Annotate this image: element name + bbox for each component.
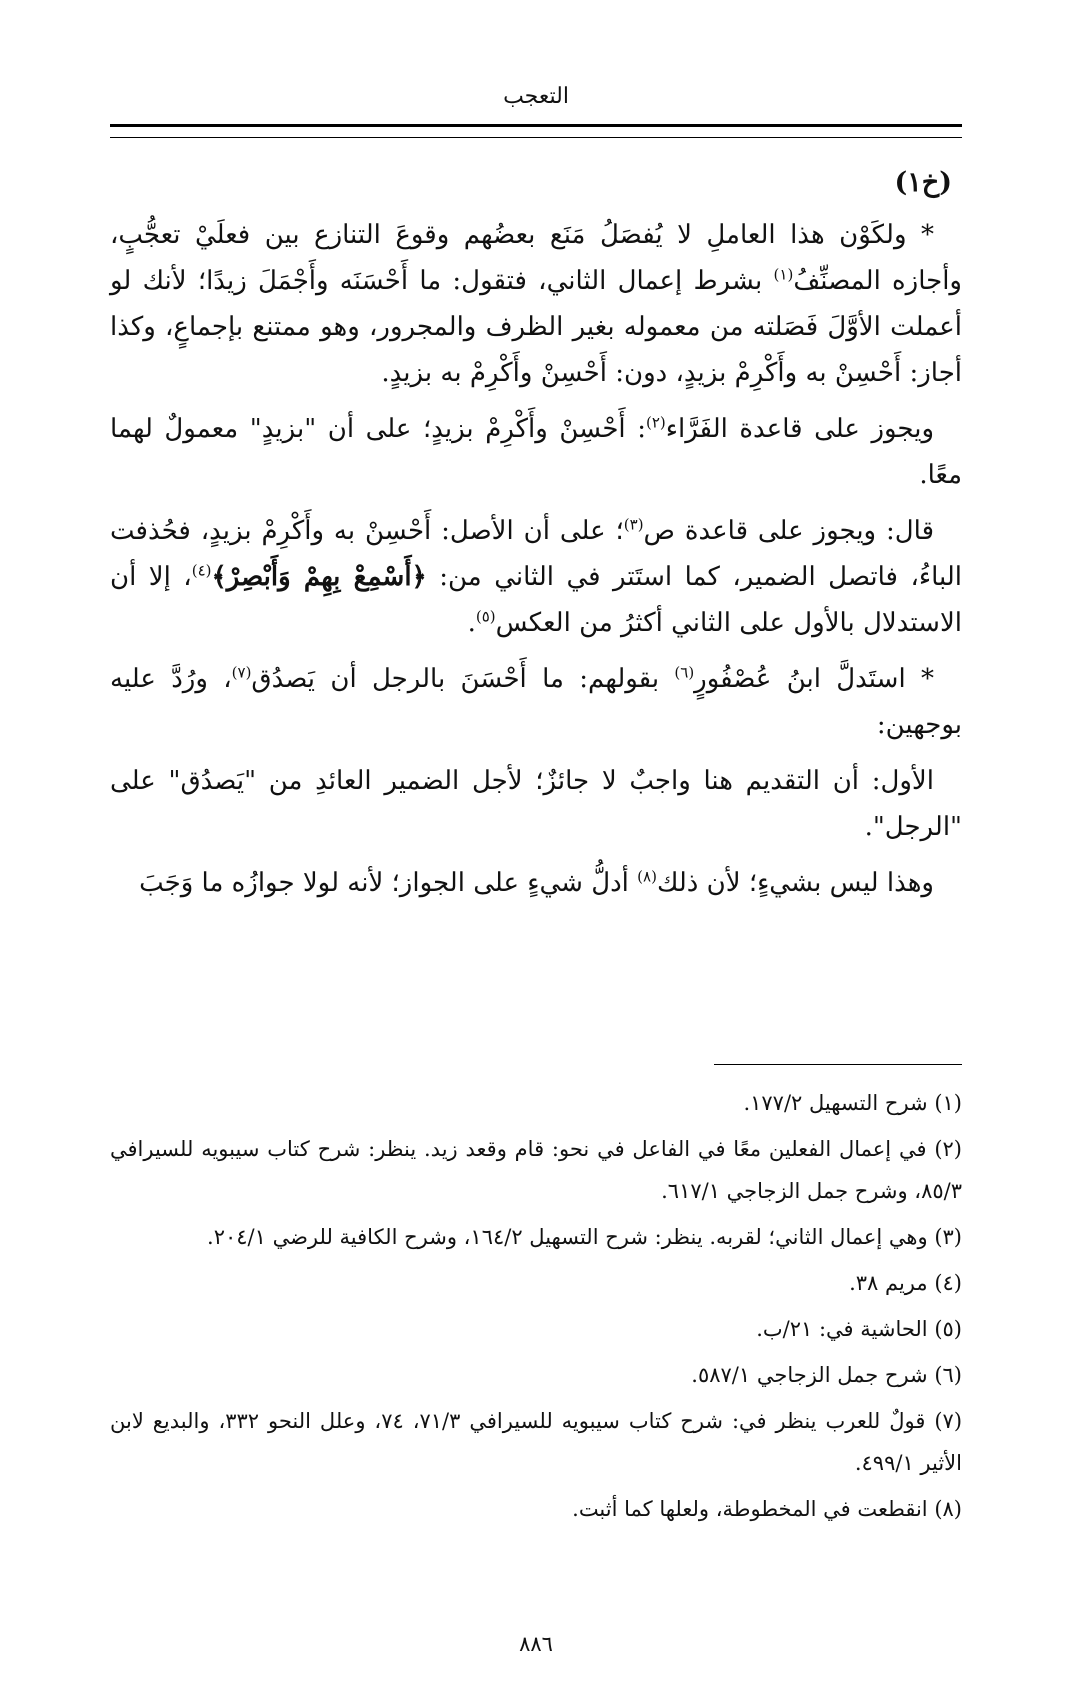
- footnote-ref: (٦): [674, 663, 695, 682]
- paragraph-3: قال: ويجوز على قاعدة ص$^{(٣)}$؛ على أن الأصل: أَحْسِنْ به وأَكْرِمْ بزيدٍ، فحُذفت الباءُ، فاتصل الضمير، كما استَتر في الثاني من: ﴿أَسْمِعْ بِهِمْ وَأَبْصِرْ﴾$^{(٤)}$، إلا أن الاستدلال بالأول على الثاني أكثرُ من العكس$^{(٥)}$.: [110, 515, 962, 638]
- footnote-ref: (٤): [191, 561, 212, 580]
- quran-quote: ﴿أَسْمِعْ بِهِمْ وَأَبْصِرْ﴾: [211, 562, 427, 592]
- main-text: [110, 160, 962, 916]
- paragraph-4: * استَدلَّ ابنُ عُصْفُورٍ$^{(٦)}$ بقولهم: ما أَحْسَنَ بالرجل أن يَصدُق$^{(٧)}$، ورُدَّ عليه بوجهين:: [110, 663, 962, 740]
- footnote-ref: (٥): [475, 607, 496, 626]
- header-rule-thin: [110, 137, 962, 138]
- page-number: ٨٨٦: [519, 1632, 553, 1656]
- footnote-7: (٧) قولٌ للعرب ينظر في: شرح كتاب سيبويه للسيرافي ٧١/٣، ٧٤، وعلل النحو ٣٣٢، والبديع لابن الأثير ٤٩٩/١.: [110, 1409, 963, 1475]
- paragraph-1: * ولكَوْن هذا العاملِ لا يُفصَلُ مَنَع بعضُهم وقوعَ التنازع بين فعلَيْ تعجُّبٍ، وأجازه المصنِّفُ$^{(١)}$ بشرط إعمال الثاني، فتقول: ما أَحْسَنَه وأَجْمَلَ زيدًا؛ لأنك لو أعملت الأوَّلَ فَصَلته من معموله بغير الظرف والمجرور، وهو ممتنع بإجماعٍ، وكذا أجاز: أَحْسِنْ به وأَكْرِمْ بزيدٍ، دون: أَحْسِنْ وأَكْرِمْ به بزيدٍ.: [110, 220, 962, 388]
- paragraph-6: وهذا ليس بشيءٍ؛ لأن ذلك$^{(٨)}$ أدلُّ شيءٍ على الجواز؛ لأنه لولا جوازُه ما وَجَبَ: [139, 867, 934, 898]
- paragraph-2: ويجوز على قاعدة الفَرَّاء$^{(٢)}$: أَحْسِنْ وأَكْرِمْ بزيدٍ؛ على أن "بزيدٍ" معمولٌ لهما معًا.: [110, 413, 962, 490]
- footnote-ref: (٨): [637, 867, 657, 886]
- footnote-6: (٦) شرح جمل الزجاجي ٥٨٧/١.: [691, 1363, 962, 1387]
- running-head: التعجب: [503, 84, 569, 109]
- paragraph-5: الأول: أن التقديم هنا واجبٌ لا جائزٌ؛ لأجل الضمير العائدِ من "يَصدُق" على "الرجل".: [110, 766, 962, 842]
- footnote-5: (٥) الحاشية في: ٢١/ب.: [756, 1317, 962, 1341]
- footnote-2: (٢) في إعمال الفعلين معًا في الفاعل في نحو: قام وقعد زيد. ينظر: شرح كتاب سيبويه للسيرافي ٨٥/٣، وشرح جمل الزجاجي ٦١٧/١.: [110, 1137, 962, 1203]
- footnote-ref: (٢): [645, 413, 666, 432]
- footnote-3: (٣) وهي إعمال الثاني؛ لقربه. ينظر: شرح التسهيل ١٦٤/٢، وشرح الكافية للرضي ٢٠٤/١.: [207, 1225, 962, 1249]
- footnote-ref: (٣): [623, 515, 644, 534]
- footnote-separator: [714, 1064, 962, 1065]
- footnote-1: (١) شرح التسهيل ١٧٧/٢.: [743, 1091, 962, 1115]
- header-rule-thick: [110, 124, 962, 127]
- footnotes: [110, 1082, 962, 1534]
- section-marker: (خ١): [894, 167, 952, 198]
- footnote-ref: (٧): [231, 663, 252, 682]
- footnote-4: (٤) مريم ٣٨.: [849, 1271, 962, 1295]
- footnote-ref: (١): [773, 265, 794, 284]
- footnote-8: (٨) انقطعت في المخطوطة، ولعلها كما أثبت.: [572, 1497, 962, 1521]
